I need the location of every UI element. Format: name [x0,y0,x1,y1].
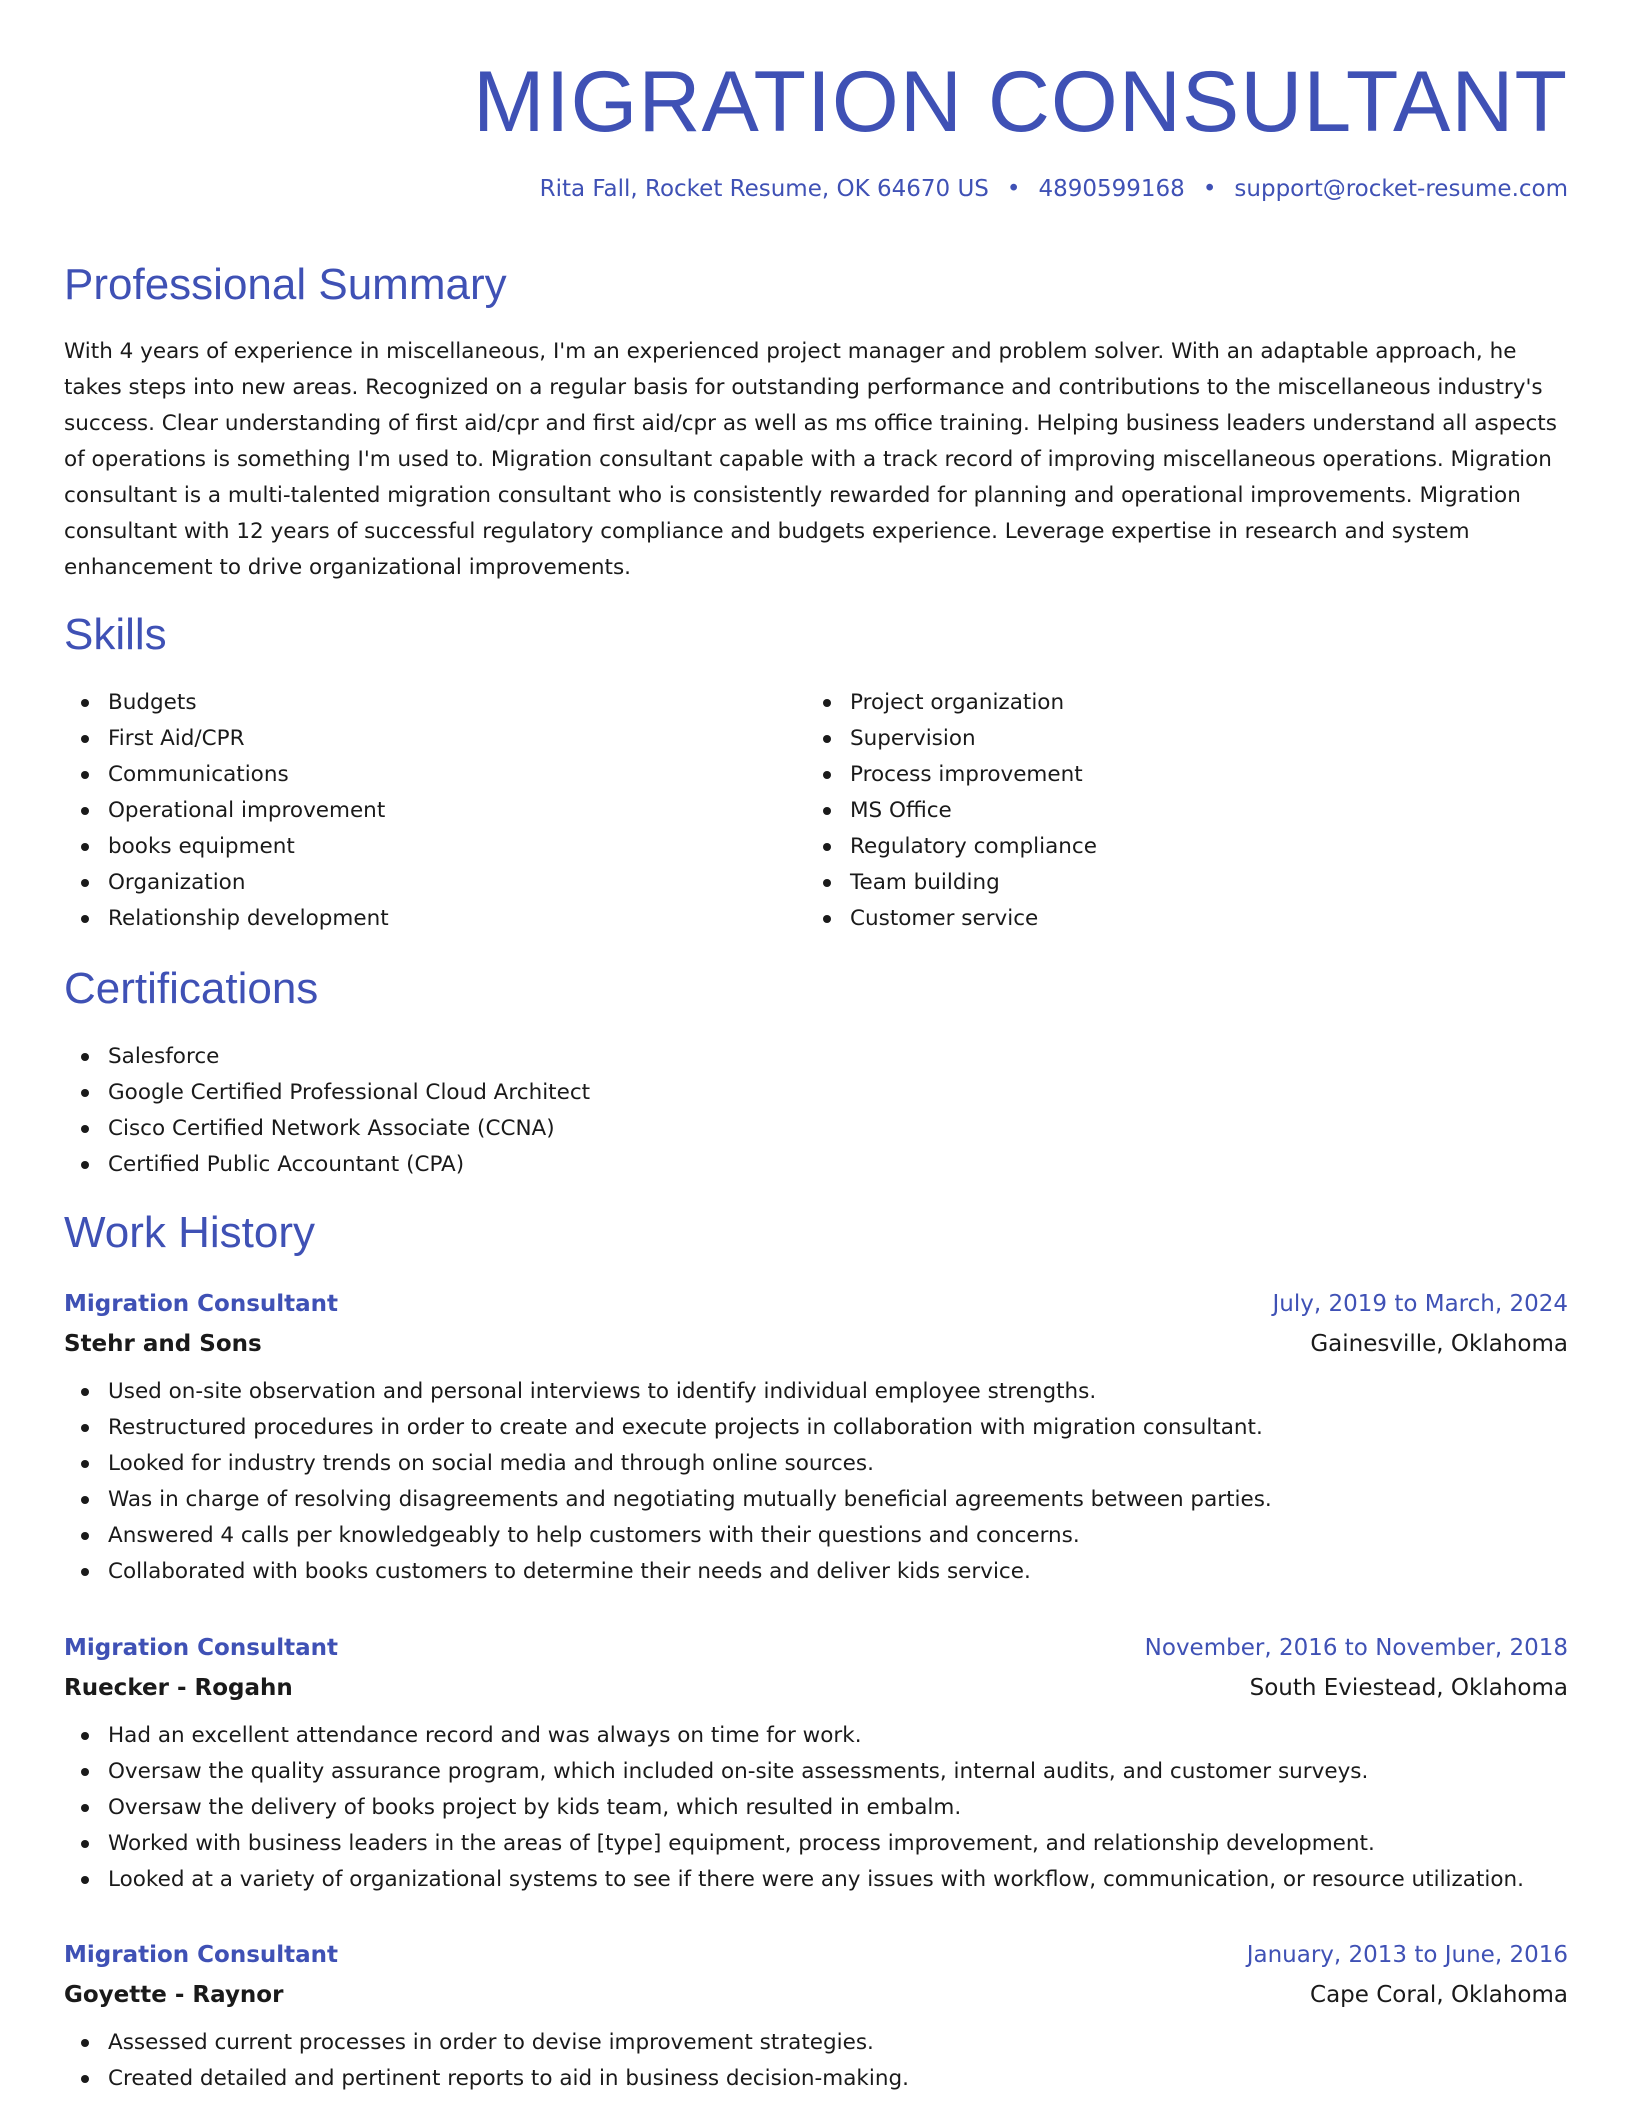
list-item: Customer service [806,901,1097,937]
contact-line [540,176,1568,202]
skills-list-left [64,685,389,937]
job-company-row [64,1324,1568,1364]
job-dates: November, 2016 to November, 2018 [1144,1635,1568,1661]
bullet-separator: • [1006,176,1021,202]
job-title: Migration Consultant [64,1942,339,1968]
list-item: Process improvement [806,757,1097,793]
list-item: Relationship development [64,901,389,937]
list-item: Assessed current processes in order to devise improvement strategies. [64,2025,1568,2061]
list-item: Answered 4 calls per knowledgeably to help customers with their questions and concerns. [64,1518,1568,1554]
section-title-certifications: Certifications [64,964,319,1013]
contact-email: support@rocket-resume.com [1234,176,1568,202]
page-title: MIGRATION CONSULTANT [473,54,1568,150]
job-company: Stehr and Sons [64,1331,262,1357]
section-title-skills: Skills [64,610,167,659]
job-company-row [64,1668,1568,1708]
list-item: Worked with business leaders in the areas of [type] equipment, process improvement, and relationship development. [64,1826,1568,1862]
list-item: Regulatory compliance [806,829,1097,865]
job-location: South Eviestead, Oklahoma [1249,1675,1568,1701]
job-bullets [64,1718,1568,1898]
list-item: Team building [806,865,1097,901]
job-company: Goyette - Raynor [64,1982,284,2008]
list-item: Communications [64,757,389,793]
list-item: Had an excellent attendance record and was always on time for work. [64,1718,1568,1754]
job-title: Migration Consultant [64,1291,339,1317]
list-item: Organization [64,865,389,901]
list-item: Looked for industry trends on social media and through online sources. [64,1446,1568,1482]
job-dates: January, 2013 to June, 2016 [1246,1942,1568,1968]
list-item: Certified Public Accountant (CPA) [64,1147,590,1183]
list-item: Created detailed and pertinent reports to aid in business decision-making. [64,2061,1568,2097]
list-item: Supervision [806,721,1097,757]
bullet-separator: • [1202,176,1217,202]
list-item: books equipment [64,829,389,865]
list-item: Collaborated with books customers to determine their needs and deliver kids service. [64,1554,1568,1590]
list-item: Project organization [806,685,1097,721]
job-bullets [64,2025,1568,2097]
list-item: Used on-site observation and personal interviews to identify individual employee strengths. [64,1374,1568,1410]
job-title: Migration Consultant [64,1635,339,1661]
list-item: Oversaw the quality assurance program, which included on-site assessments, internal audits, and customer surveys. [64,1754,1568,1790]
job-location: Cape Coral, Oklahoma [1310,1982,1568,2008]
job-header-row [64,1284,1568,1324]
list-item: Was in charge of resolving disagreements and negotiating mutually beneficial agreements between parties. [64,1482,1568,1518]
contact-address: Rita Fall, Rocket Resume, OK 64670 US [539,176,989,202]
certifications-list [64,1039,590,1183]
job-header-row [64,1628,1568,1668]
resume-header [64,0,1568,152]
list-item: Cisco Certified Network Associate (CCNA) [64,1111,590,1147]
list-item: Looked at a variety of organizational systems to see if there were any issues with workflow, communication, or resource utilization. [64,1862,1568,1898]
summary-text: With 4 years of experience in miscellaneous, I'm an experienced project manager and problem solver. With an adaptable approach, he takes steps into new areas. Recognized on a regular basis for outstanding performance and contributions to the miscellaneous industry's success. Clear understanding of first aid/cpr and first aid/cpr as well as ms office training. Helping business leaders understand all aspects of operations is something I'm used to. Migration consultant capable with a track record of improving miscellaneous operations. Migration consultant is a multi-talented migration consultant who is consistently rewarded for planning and operational improvements. Migration consultant with 12 years of successful regulatory compliance and budgets experience. Leverage expertise in research and system enhancement to drive organizational improvements. [64,339,1557,580]
skills-list-right [806,685,1097,937]
job-entry [64,1628,1568,1898]
job-entry [64,1284,1568,1590]
list-item: Restructured procedures in order to create and execute projects in collaboration with migration consultant. [64,1410,1568,1446]
section-title-work-history: Work History [64,1208,315,1257]
job-location: Gainesville, Oklahoma [1310,1331,1568,1357]
list-item: Budgets [64,685,389,721]
job-company-row [64,1975,1568,2015]
job-bullets [64,1374,1568,1590]
contact-phone: 4890599168 [1038,176,1185,202]
list-item: MS Office [806,793,1097,829]
list-item: First Aid/CPR [64,721,389,757]
section-title-summary: Professional Summary [64,260,507,309]
list-item: Oversaw the delivery of books project by kids team, which resulted in embalm. [64,1790,1568,1826]
job-header-row [64,1935,1568,1975]
job-dates: July, 2019 to March, 2024 [1272,1291,1568,1317]
list-item: Salesforce [64,1039,590,1075]
list-item: Google Certified Professional Cloud Architect [64,1075,590,1111]
list-item: Operational improvement [64,793,389,829]
job-entry [64,1935,1568,2097]
job-company: Ruecker - Rogahn [64,1675,293,1701]
